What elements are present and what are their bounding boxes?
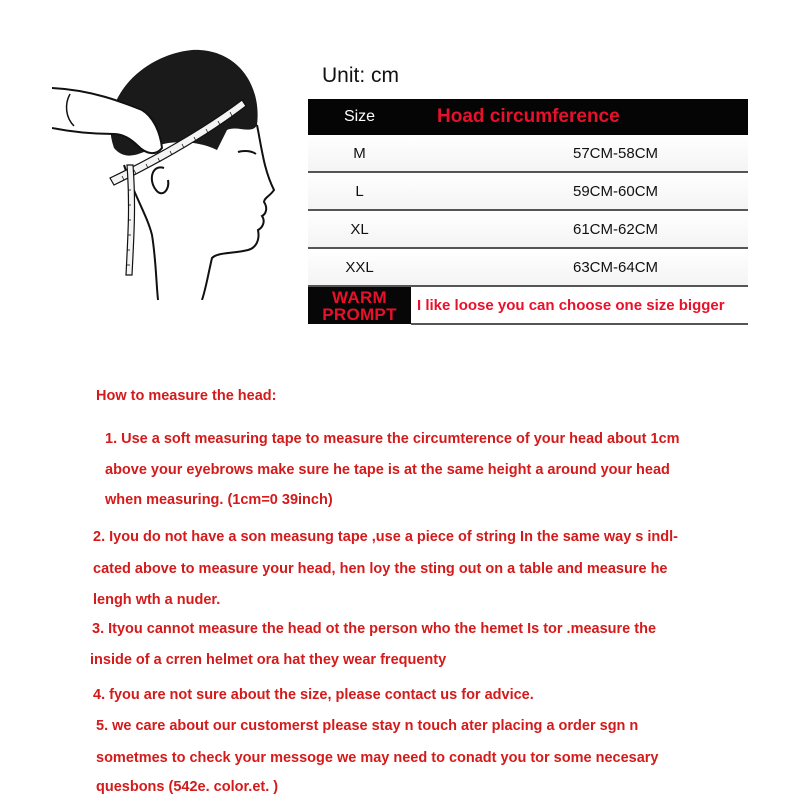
step-2-line-1: 2. Iyou do not have a son measung tape ,use a piece of string In the same way s indl-	[93, 529, 678, 545]
range-cell: 63CM-64CM	[411, 248, 748, 286]
header-head-circumference: Hoad circumference	[411, 99, 748, 135]
instructions-title: How to measure the head:	[96, 388, 277, 404]
size-cell: XXL	[308, 248, 411, 286]
step-3-line-2: inside of a crren helmet ora hat they wear frequenty	[90, 652, 447, 668]
warm-prompt-row	[308, 286, 748, 324]
step-1-line-2: above your eyebrows make sure he tape is at the same height a around your head	[105, 462, 670, 478]
range-cell: 61CM-62CM	[411, 210, 748, 248]
step-1-line-3: when measuring. (1cm=0 39inch)	[105, 492, 333, 508]
range-cell: 59CM-60CM	[411, 172, 748, 210]
step-5-line-2: sometmes to check your messoge we may need to conadt you tor some necesary	[96, 750, 659, 766]
step-2-line-2: cated above to measure your head, hen loy the sting out on a table and measure he	[93, 561, 668, 577]
table-row	[308, 172, 748, 210]
table-row	[308, 210, 748, 248]
step-5-line-1: 5. we care about our customerst please stay n touch ater placing a order sgn n	[96, 718, 639, 734]
step-4-line-1: 4. fyou are not sure about the size, please contact us for advice.	[93, 687, 534, 703]
warm-prompt-label	[308, 286, 411, 324]
range-cell: 57CM-58CM	[411, 135, 748, 172]
size-cell: L	[308, 172, 411, 210]
table-row	[308, 248, 748, 286]
header-size: Size	[308, 99, 411, 135]
step-3-line-1: 3. Ityou cannot measure the head ot the person who the hemet Is tor .measure the	[92, 621, 657, 637]
table-header-row	[308, 99, 748, 135]
warm-prompt-text: I like loose you can choose one size bigger	[411, 286, 748, 324]
warm-prompt-line2: PROMPT	[322, 304, 397, 324]
size-cell: XL	[308, 210, 411, 248]
step-5-line-3: quesbons (542e. color.et. )	[96, 779, 279, 795]
unit-label: Unit: cm	[322, 64, 400, 87]
step-1-line-1: 1. Use a soft measuring tape to measure the circumterence of your head about 1cm	[105, 431, 680, 447]
step-2-line-3: lengh wth a nuder.	[93, 592, 221, 608]
table-row	[308, 135, 748, 172]
size-table	[308, 99, 748, 325]
warm-prompt-line1: WARM	[331, 287, 388, 307]
size-cell: M	[308, 135, 411, 172]
head-measure-illustration	[52, 30, 277, 300]
